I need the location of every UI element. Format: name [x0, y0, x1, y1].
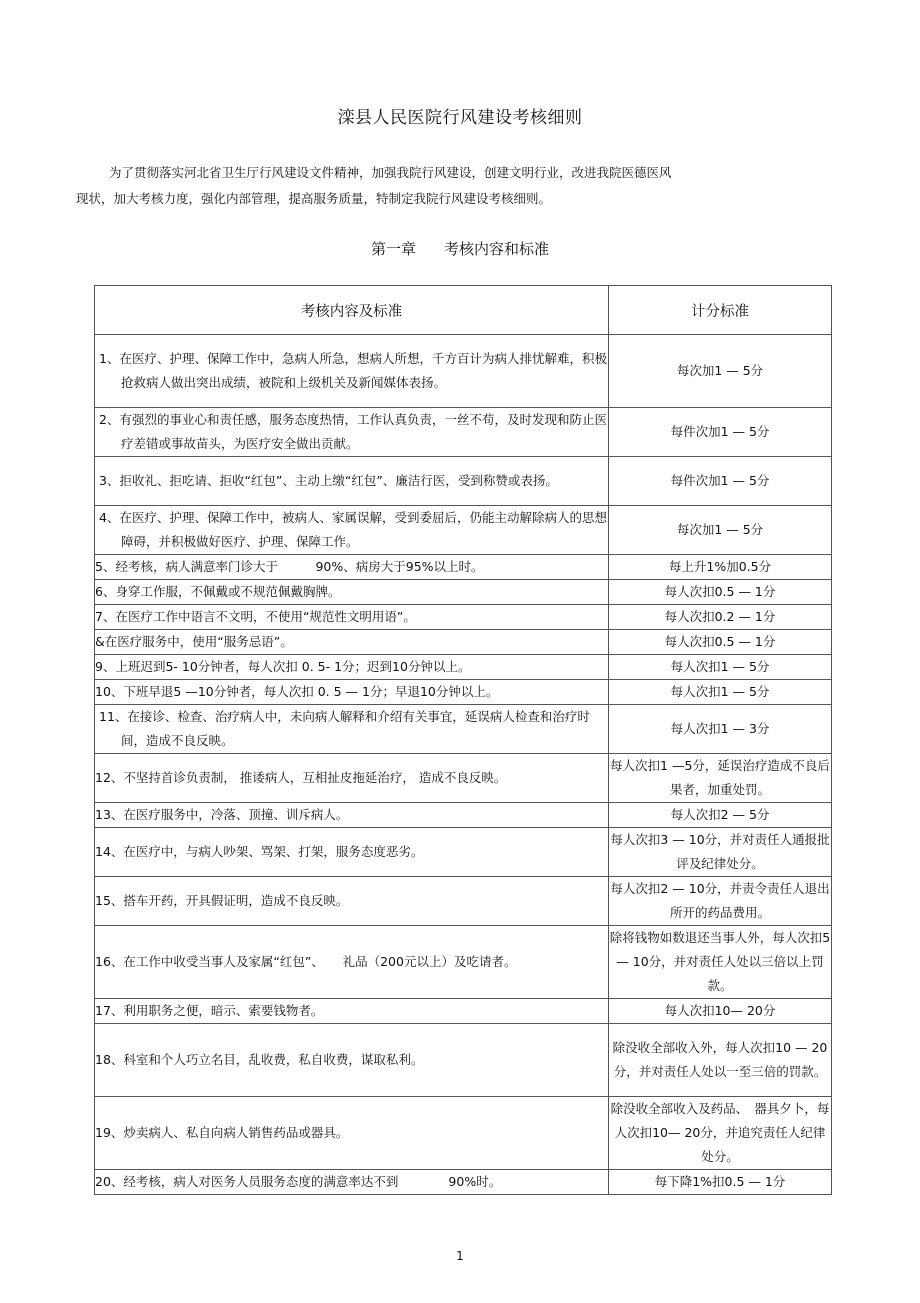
rule-score: 每人次扣0.5 — 1分	[609, 580, 832, 605]
rule-score: 除没收全部收入外，每人次扣10 — 20分，并对责任人处以一至三倍的罚款。	[609, 1024, 832, 1097]
rule-content: 19、炒卖病人、私自向病人销售药品或器具。	[95, 1097, 609, 1170]
rule-content: 14、在医疗中，与病人吵架、骂架、打架，服务态度恶劣。	[95, 828, 609, 877]
rule-score: 每次加1 — 5分	[609, 335, 832, 408]
rule-score: 每件次加1 — 5分	[609, 457, 832, 506]
rule-content: 10、下班早退5 —10分钟者，每人次扣 0. 5 — 1分；早退10分钟以上。	[95, 680, 609, 705]
rule-score: 每人次扣10— 20分	[609, 999, 832, 1024]
rule-content: 15、搭车开药，开具假证明，造成不良反映。	[95, 877, 609, 926]
chapter-number: 第一章	[370, 240, 416, 258]
rule-content	[95, 506, 609, 555]
rule-content: 16、在工作中收受当事人及家属“红包”、 礼品（200元以上）及吃请者。	[95, 926, 609, 999]
table-row	[95, 877, 832, 926]
rule-content: &在医疗服务中，使用“服务忌语”。	[95, 630, 609, 655]
table-row	[95, 680, 832, 705]
document-title: 滦县人民医院行风建设考核细则	[337, 108, 583, 128]
table-row	[95, 457, 832, 506]
table-row	[95, 506, 832, 555]
chapter-title: 考核内容和标准	[444, 240, 550, 258]
table-row	[95, 655, 832, 680]
table-row	[95, 828, 832, 877]
table-row	[95, 705, 832, 754]
table-row	[95, 630, 832, 655]
rule-score: 每上升1%加0.5分	[609, 555, 832, 580]
table-row	[95, 605, 832, 630]
rule-text: 2、有强烈的事业心和责任感，服务态度热情，工作认真负责，一丝不苟，及时发现和防止医疗差错或事故苗头，为医疗安全做出贡献。	[99, 412, 607, 451]
table-header-row	[95, 286, 832, 335]
rule-score: 每人次扣1 — 5分	[609, 680, 832, 705]
rule-score: 除将钱物如数退还当事人外，每人次扣5 — 10分，并对责任人处以三倍以上罚款。	[609, 926, 832, 999]
table-row	[95, 1097, 832, 1170]
table-row	[95, 999, 832, 1024]
rule-score: 每下降1%扣0.5 — 1分	[609, 1170, 832, 1195]
rule-content	[95, 705, 609, 754]
table-row	[95, 803, 832, 828]
table-row	[95, 580, 832, 605]
rule-content: 18、科室和个人巧立名目，乱收费，私自收费，谋取私利。	[95, 1024, 609, 1097]
rule-content	[95, 335, 609, 408]
rule-score: 每人次扣0.5 — 1分	[609, 630, 832, 655]
table-row	[95, 754, 832, 803]
rule-score: 每次加1 — 5分	[609, 506, 832, 555]
header-score: 计分标准	[609, 286, 832, 335]
rule-content	[95, 457, 609, 506]
rule-content: 5、经考核，病人满意率门诊大于 90%、病房大于95%以上时。	[95, 555, 609, 580]
rule-score: 每人次扣2 — 10分，并责令责任人退出所开的药品费用。	[609, 877, 832, 926]
intro-line-2: 现状，加大考核力度，强化内部管理，提高服务质量，特制定我院行风建设考核细则。	[76, 191, 552, 206]
assessment-table	[94, 285, 832, 1195]
rule-score: 每人次扣0.2 — 1分	[609, 605, 832, 630]
rule-content: 6、身穿工作服，不佩戴或不规范佩戴胸牌。	[95, 580, 609, 605]
rule-content: 17、利用职务之便，暗示、索要钱物者。	[95, 999, 609, 1024]
table-row	[95, 926, 832, 999]
header-content: 考核内容及标准	[95, 286, 609, 335]
rule-score: 每人次扣1 —5分，延误治疗造成不良后果者，加重处罚。	[609, 754, 832, 803]
rule-score: 每人次扣3 — 10分，并对责任人通报批评及纪律处分。	[609, 828, 832, 877]
table-row	[95, 1024, 832, 1097]
table-row	[95, 1170, 832, 1195]
rule-text: 3、拒收礼、拒吃请、拒收“红包”、主动上缴“红包”、廉洁行医，受到称赞或表扬。	[99, 473, 558, 488]
rule-score: 每人次扣1 — 5分	[609, 655, 832, 680]
rule-content: 20、经考核，病人对医务人员服务态度的满意率达不到 90%时。	[95, 1170, 609, 1195]
rule-score: 每件次加1 — 5分	[609, 408, 832, 457]
rule-score: 除没收全部收入及药品、 器具夕卜，每人次扣10— 20分，并追究责任人纪律处分。	[609, 1097, 832, 1170]
intro-paragraph	[76, 160, 736, 212]
rule-content	[95, 408, 609, 457]
rule-text: 1、在医疗、护理、保障工作中，急病人所急，想病人所想，千方百计为病人排忧解难，积极抢救病人做出突出成绩，被院和上级机关及新闻媒体表扬。	[99, 351, 607, 390]
chapter-heading	[0, 238, 920, 259]
rule-content: 12、不坚持首诊负责制， 推诿病人，互相扯皮拖延治疗， 造成不良反映。	[95, 754, 609, 803]
rule-text: 11、在接诊、检查、治疗病人中，未向病人解释和介绍有关事宜，延误病人检查和治疗时间，造成不良反映。	[99, 709, 590, 748]
rule-text: 4、在医疗、护理、保障工作中，被病人、家属误解，受到委屈后，仍能主动解除病人的思想障碍，并积极做好医疗、护理、保障工作。	[99, 510, 607, 549]
table-row	[95, 335, 832, 408]
page-number: 1	[456, 1249, 464, 1263]
rule-score: 每人次扣1 — 3分	[609, 705, 832, 754]
rule-content: 7、在医疗工作中语言不文明，不使用“规范性文明用语”。	[95, 605, 609, 630]
rule-score: 每人次扣2 — 5分	[609, 803, 832, 828]
rule-content: 9、上班迟到5- 10分钟者，每人次扣 0. 5- 1分；迟到10分钟以上。	[95, 655, 609, 680]
intro-line-1: 为了贯彻落实河北省卫生厅行风建设文件精神，加强我院行风建设，创建文明行业，改进我院医德医风	[109, 165, 672, 180]
table-row	[95, 408, 832, 457]
table-row	[95, 555, 832, 580]
rule-content: 13、在医疗服务中，冷落、顶撞、训斥病人。	[95, 803, 609, 828]
